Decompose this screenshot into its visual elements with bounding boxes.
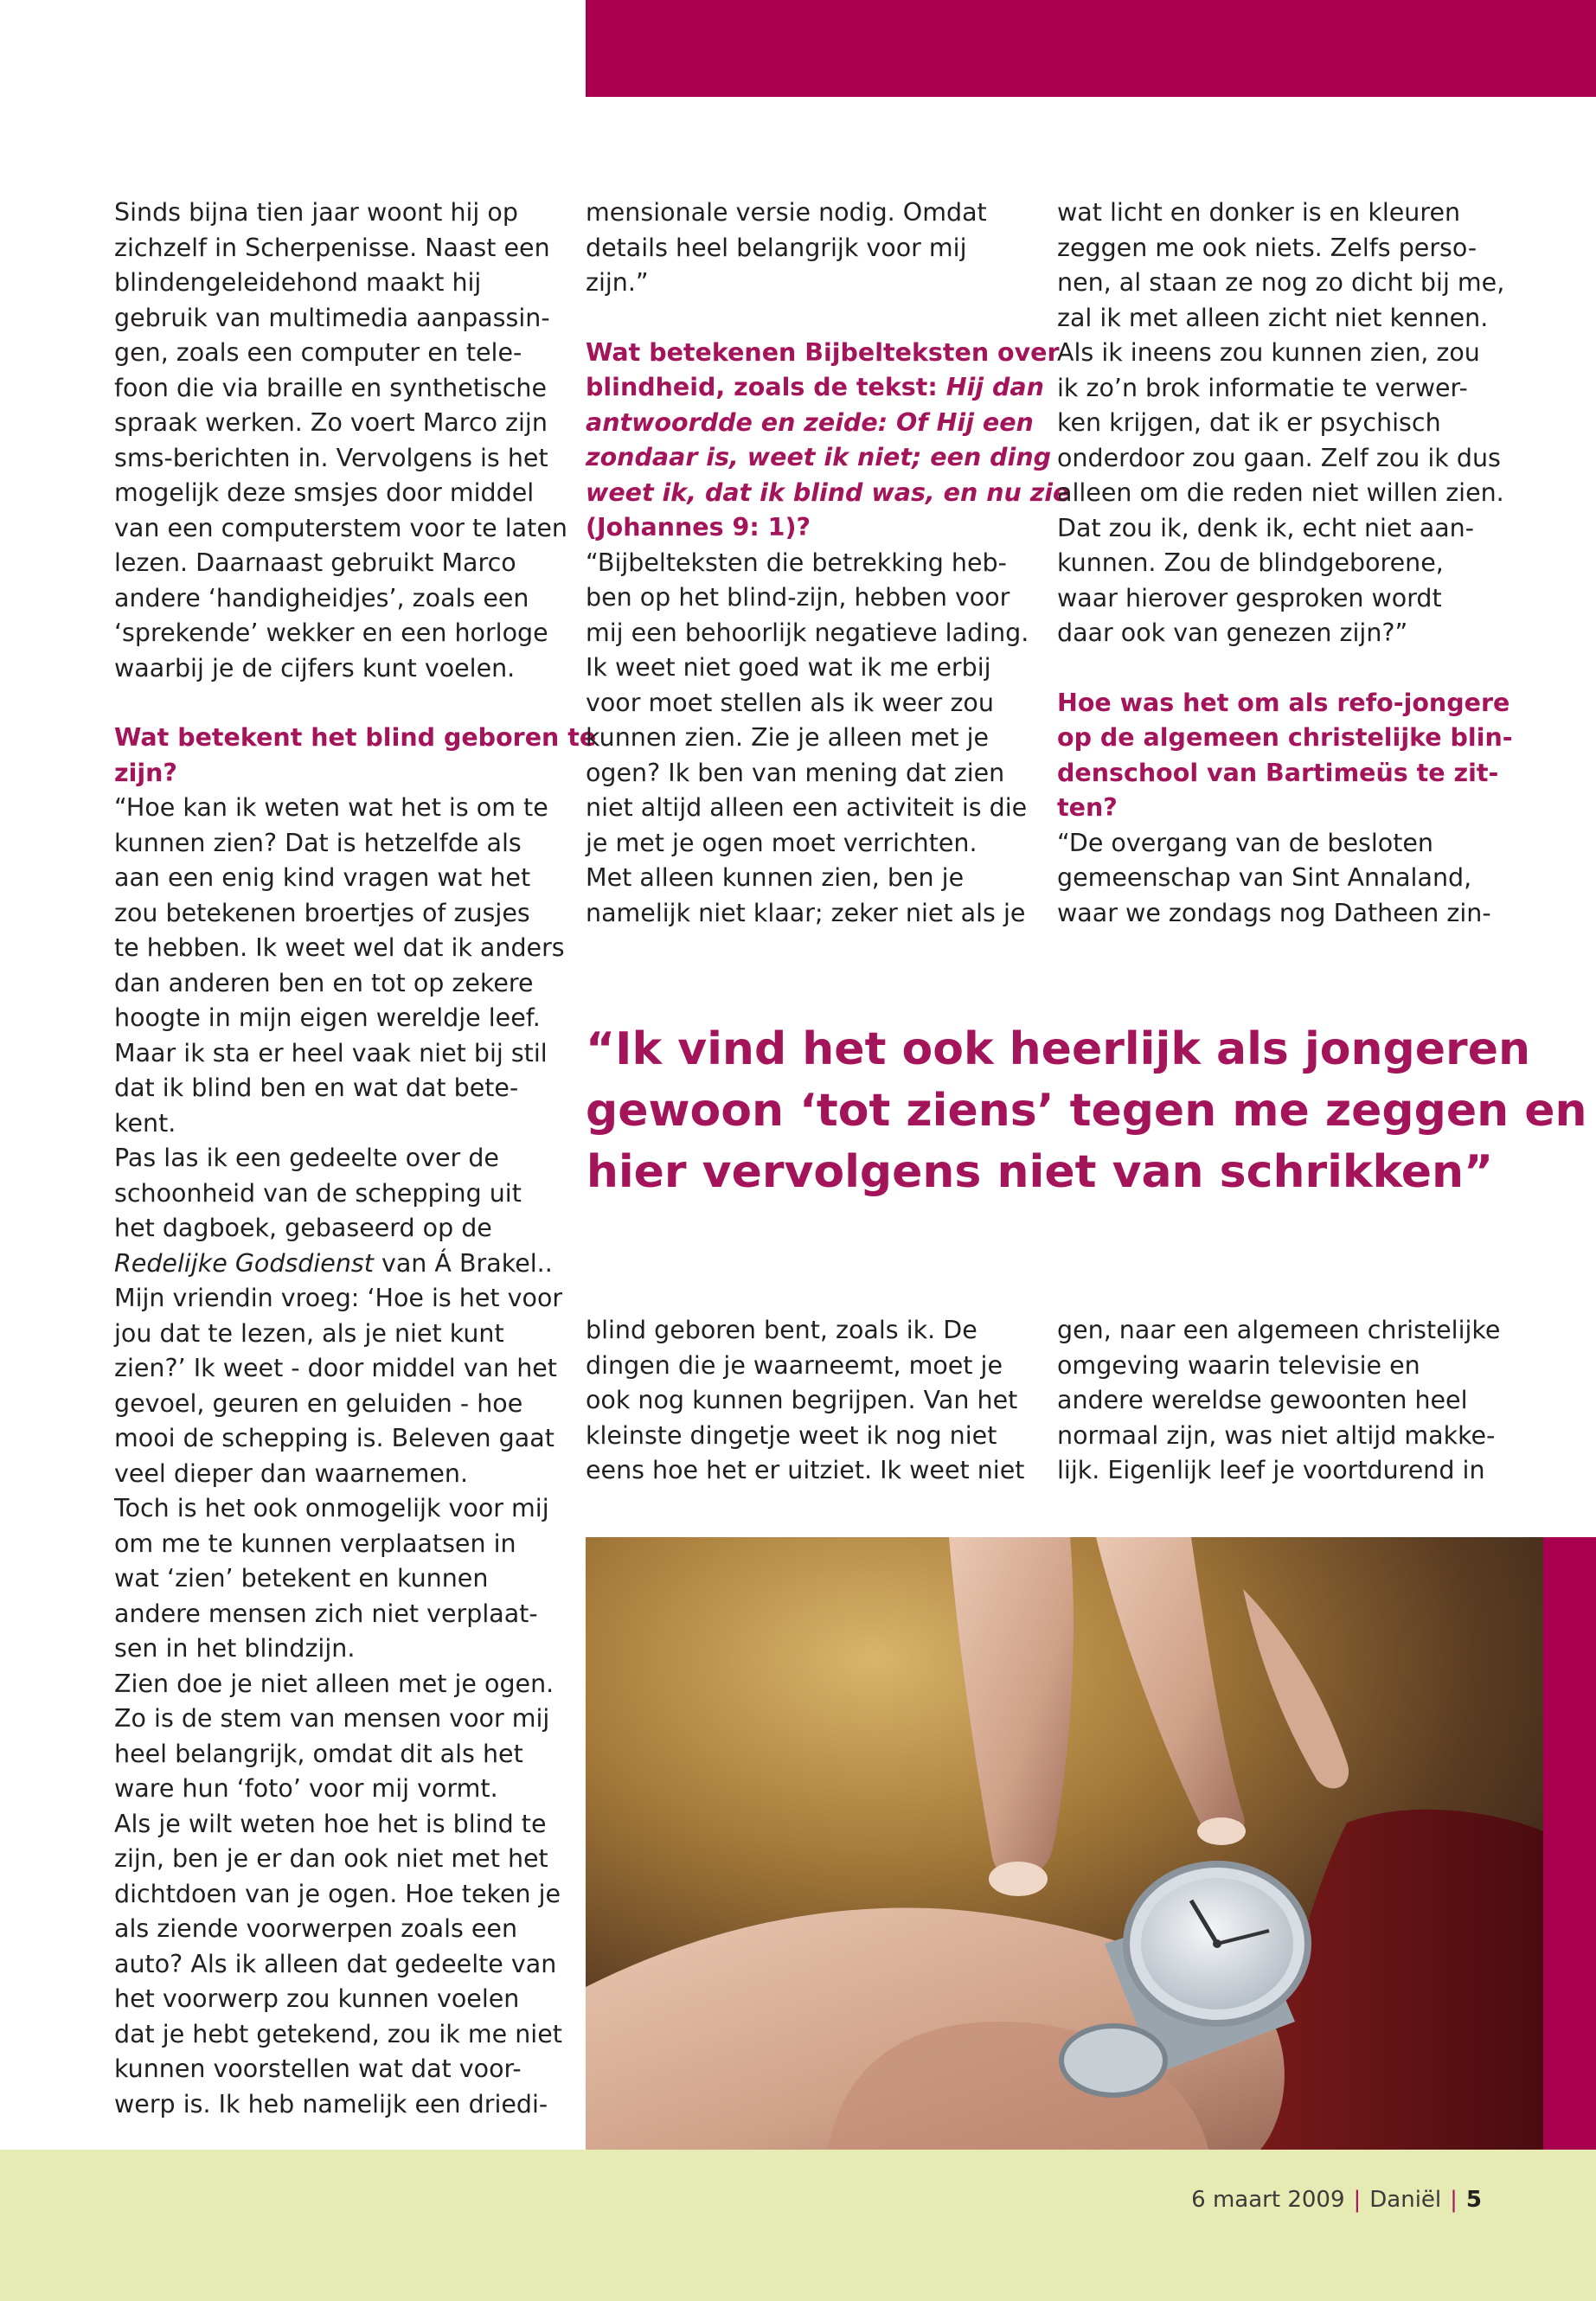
- col1-para-1: [114, 195, 596, 686]
- text-line: gen, zoals een computer en tele-: [114, 338, 522, 367]
- text-line: lijk. Eigenlijk leef je voortdurend in: [1057, 1456, 1485, 1484]
- column-2: [586, 195, 1069, 931]
- text-line: blindengeleidehond maakt hij: [114, 268, 482, 297]
- text-line: alleen om die reden niet willen zien.: [1057, 478, 1504, 507]
- text-line: Sinds bijna tien jaar woont hij op: [114, 198, 518, 227]
- text-line: sen in het blindzijn.: [114, 1634, 356, 1663]
- pull-quote: [586, 1019, 1587, 1203]
- text-line: zeggen me ook niets. Zelfs perso-: [1057, 233, 1477, 262]
- column-1: [114, 195, 596, 2122]
- text-line: ‘sprekende’ wekker en een horloge: [114, 619, 548, 647]
- text-line: Dat zou ik, denk ik, echt niet aan-: [1057, 513, 1475, 542]
- text-line: “Hoe kan ik weten wat het is om te: [114, 793, 548, 822]
- text-line: dat ik blind ben en wat dat bete-: [114, 1074, 519, 1102]
- text-line: details heel belangrijk voor mij: [586, 233, 967, 262]
- text-line: gemeenschap van Sint Annaland,: [1057, 863, 1472, 892]
- text-line: niet altijd alleen een activiteit is die: [586, 793, 1028, 822]
- separator: |: [1353, 2187, 1362, 2213]
- text-line: Ik weet niet goed wat ik me erbij: [586, 653, 991, 682]
- text-line: lezen. Daarnaast gebruikt Marco: [114, 548, 516, 577]
- text-line: wat licht en donker is en kleuren: [1057, 198, 1461, 227]
- text-line: Pas las ik een gedeelte over de: [114, 1144, 499, 1172]
- text-line: ook nog kunnen begrijpen. Van het: [586, 1386, 1018, 1414]
- text-line: andere mensen zich niet verplaat-: [114, 1599, 538, 1628]
- text-line: Maar ik sta er heel vaak niet bij stil: [114, 1038, 548, 1067]
- text-line: wat ‘zien’ betekent en kunnen: [114, 1564, 489, 1593]
- text-line: “De overgang van de besloten: [1057, 828, 1433, 857]
- bible-quote: weet ik, dat ik blind was, en nu zie: [586, 478, 1070, 507]
- text-line: nen, al staan ze nog zo dicht bij me,: [1057, 268, 1505, 297]
- text-line: het voorwerp zou kunnen voelen: [114, 1984, 520, 2013]
- text-line: spraak werken. Zo voert Marco zijn: [114, 408, 548, 437]
- text-line: hoogte in mijn eigen wereldje leef.: [114, 1003, 541, 1032]
- top-accent-bar: [586, 0, 1596, 97]
- side-accent-bar: [1543, 1537, 1596, 2150]
- text-line: Zien doe je niet alleen met je ogen.: [114, 1669, 554, 1698]
- interview-question-3: [1057, 686, 1513, 826]
- column-3-continued: [1057, 1313, 1500, 1489]
- text-line: gevoel, geuren en geluiden - hoe: [114, 1388, 523, 1418]
- bible-quote: Hij dan: [945, 373, 1044, 401]
- text-line: aan een enig kind vragen wat het: [114, 863, 531, 892]
- text-line: blind geboren bent, zoals ik. De: [586, 1316, 977, 1344]
- text-line: ken krijgen, dat ik er psychisch: [1057, 408, 1441, 437]
- text-line: sms-berichten in. Vervolgens is het: [114, 443, 548, 472]
- question-line: (Johannes 9: 1)?: [586, 513, 811, 542]
- text-line: dingen die je waarneemt, moet je: [586, 1350, 1003, 1380]
- text-line: onderdoor zou gaan. Zelf zou ik dus: [1057, 443, 1501, 472]
- bible-quote: antwoordde en zeide: Of Hij een: [586, 407, 1034, 437]
- text-line: dan anderen ben en tot op zekere: [114, 968, 534, 997]
- text-line: dichtdoen van je ogen. Hoe teken je: [114, 1879, 561, 1908]
- pull-quote-line: gewoon ‘tot ziens’ tegen me zeggen en: [586, 1085, 1587, 1137]
- text-line: zichzelf in Scherpenisse. Naast een: [114, 233, 550, 262]
- text-line: Zo is de stem van mensen voor mij: [114, 1704, 550, 1733]
- text-line: om me te kunnen verplaatsen in: [114, 1529, 516, 1558]
- text-line: heel belangrijk, omdat dit als het: [114, 1739, 523, 1768]
- text-line: kunnen. Zou de blindgeborene,: [1057, 548, 1444, 577]
- text-line: waarbij je de cijfers kunt voelen.: [114, 653, 516, 683]
- column-2-continued: [586, 1313, 1024, 1489]
- text-line: dat je hebt getekend, zou ik me niet: [114, 2019, 562, 2048]
- text-line: mij een behoorlijk negatieve lading.: [586, 618, 1029, 647]
- text-line: kent.: [114, 1108, 176, 1138]
- text-line: zien?’ Ik weet - door middel van het: [114, 1354, 557, 1382]
- question-line: [586, 370, 1069, 406]
- interview-question-2: [586, 336, 1069, 546]
- text-line: het dagboek, gebaseerd op de: [114, 1214, 492, 1242]
- text-line: gebruik van multimedia aanpassin-: [114, 303, 550, 332]
- book-title: Redelijke Godsdienst: [114, 1248, 374, 1278]
- text-line: eens hoe het er uitziet. Ik weet niet: [586, 1456, 1025, 1484]
- text-line: waar hierover gesproken wordt: [1057, 583, 1442, 612]
- magazine-name: Daniël: [1369, 2187, 1442, 2213]
- text-line: als ziende voorwerpen zoals een: [114, 1914, 518, 1943]
- text-line: Mijn vriendin vroeg: ‘Hoe is het voor: [114, 1284, 563, 1312]
- text-line: je met je ogen moet verrichten.: [586, 828, 977, 857]
- text-line: mensionale versie nodig. Omdat: [586, 198, 987, 227]
- text-line: normaal zijn, was niet altijd makke-: [1057, 1420, 1496, 1450]
- text-fragment: van Á Brakel..: [373, 1248, 553, 1278]
- question-line: zijn?: [114, 758, 177, 787]
- text-line: mooi de schepping is. Beleven gaat: [114, 1424, 554, 1452]
- text-line: omgeving waarin televisie en: [1057, 1350, 1420, 1380]
- text-line: Met alleen kunnen zien, ben je: [586, 863, 965, 892]
- column-3: [1057, 195, 1513, 931]
- text-line: zal ik met alleen zicht niet kennen.: [1057, 303, 1489, 332]
- text-line: foon die via braille en synthetische: [114, 373, 547, 402]
- text-line: mogelijk deze smsjes door middel: [114, 478, 535, 507]
- text-line: kunnen zien. Zie je alleen met je: [586, 723, 990, 752]
- photo-hand-wristwatch: [586, 1537, 1543, 2150]
- text-line: veel dieper dan waarnemen.: [114, 1458, 469, 1488]
- text-line: schoonheid van de schepping uit: [114, 1178, 522, 1208]
- text-line: van een computerstem voor te laten: [114, 513, 567, 542]
- text-line: namelijk niet klaar; zeker niet als je: [586, 898, 1026, 927]
- question-line: Hoe was het om als refo-jongere: [1057, 688, 1510, 717]
- question-line: ten?: [1057, 793, 1118, 822]
- text-line: daar ook van genezen zijn?”: [1057, 619, 1408, 647]
- page-number: 5: [1465, 2187, 1482, 2213]
- text-line: Toch is het ook onmogelijk voor mij: [114, 1494, 549, 1522]
- page-footer: [1191, 2187, 1482, 2213]
- text-line: Als je wilt weten hoe het is blind te: [114, 1809, 547, 1838]
- separator: |: [1450, 2187, 1458, 2213]
- text-line: ben op het blind-zijn, hebben voor: [586, 583, 1010, 612]
- text-line: andere ‘handigheidjes’, zoals een: [114, 583, 529, 612]
- text-line: Als ik ineens zou kunnen zien, zou: [1057, 338, 1480, 367]
- question-line: op de algemeen christelijke blin-: [1057, 723, 1513, 752]
- issue-date: 6 maart 2009: [1191, 2187, 1345, 2213]
- text-line: kunnen voorstellen wat dat voor-: [114, 2054, 522, 2083]
- text-line: andere wereldse gewoonten heel: [1057, 1386, 1468, 1414]
- text-line: kunnen zien? Dat is hetzelfde als: [114, 828, 522, 857]
- text-line: zou betekenen broertjes of zusjes: [114, 898, 530, 927]
- question-fragment: blindheid, zoals de tekst:: [586, 373, 946, 401]
- text-line: zijn.”: [586, 268, 649, 297]
- text-line: ik zo’n brok informatie te verwer-: [1057, 373, 1468, 402]
- text-line: werp is. Ik heb namelijk een driedi-: [114, 2089, 548, 2118]
- text-line: jou dat te lezen, als je niet kunt: [114, 1318, 504, 1348]
- text-line: auto? Als ik alleen dat gedeelte van: [114, 1949, 557, 1978]
- text-line: “Bijbelteksten die betrekking heb-: [586, 548, 1007, 577]
- text-line: kleinste dingetje weet ik nog niet: [586, 1420, 997, 1450]
- question-line: Wat betekenen Bijbelteksten over: [586, 337, 1060, 367]
- pull-quote-line: “Ik vind het ook heerlijk als jongeren: [586, 1023, 1530, 1075]
- question-line: Wat betekent het blind geboren te: [114, 723, 597, 752]
- text-line: waar we zondags nog Datheen zin-: [1057, 898, 1491, 927]
- col1-answer: [114, 791, 596, 2122]
- text-line: voor moet stellen als ik weer zou: [586, 688, 994, 717]
- text-line: ware hun ‘foto’ voor mij vormt.: [114, 1774, 498, 1803]
- photo-illustration: [586, 1537, 1543, 2150]
- text-line: te hebben. Ik weet wel dat ik anders: [114, 933, 565, 962]
- text-line: gen, naar een algemeen christelijke: [1057, 1316, 1501, 1344]
- text-line: [114, 1247, 596, 1282]
- question-line: denschool van Bartimeüs te zit-: [1057, 758, 1499, 787]
- interview-question-1: [114, 721, 596, 791]
- footer-bar: [0, 2150, 1596, 2301]
- text-line: ogen? Ik ben van mening dat zien: [586, 758, 1005, 787]
- bible-quote: zondaar is, weet ik niet; een ding: [586, 443, 1052, 471]
- pull-quote-line: hier vervolgens niet van schrikken”: [586, 1146, 1494, 1198]
- text-line: zijn, ben je er dan ook niet met het: [114, 1844, 548, 1873]
